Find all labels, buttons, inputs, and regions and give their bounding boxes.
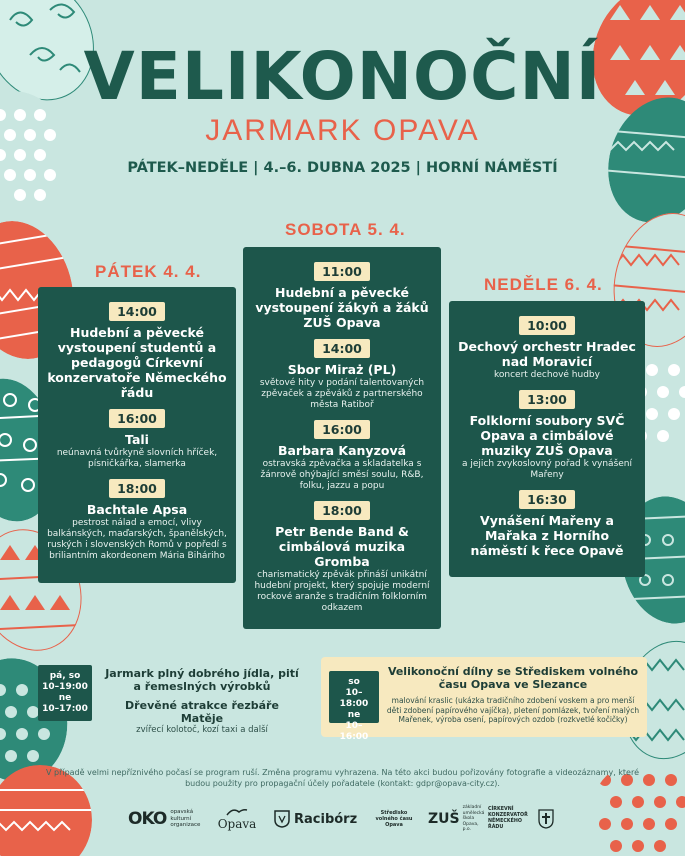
hours-label: so (348, 677, 360, 687)
act-title: Dechový orchestr Hradec nad Moravicí (458, 339, 636, 369)
workshops-info (321, 657, 647, 742)
saturday-panel (243, 247, 441, 629)
time-badge: 14:00 (314, 339, 370, 358)
time-badge: 16:00 (314, 420, 370, 439)
okc-logo (128, 802, 200, 836)
program-slot (251, 419, 433, 492)
hours-label: ne (347, 710, 361, 720)
zus-text: základní umělecká škola Opava, p.o. (462, 805, 485, 833)
act-description: světové hity v podání talentovaných zpěvaček a zpěváků z partnerského města Ratiboř (259, 378, 425, 410)
market-line-2-desc: zvířecí kolotoč, kozí taxi a další (136, 725, 268, 735)
page-title: VELIKONOČNÍ (83, 38, 602, 115)
footer-note: V případě velmi nepříznivého počasí se program ruší. Změna programu vyhrazena. Na této akci budou pořizovány fotografie a videozáznamy, které budou použity pro propagační účely pořadatele (kontakt: gdpr@opava-city.cz). (45, 768, 640, 788)
hours-value: 10–19:00 (42, 682, 88, 692)
svc-text: Středisko volného času Opava (375, 810, 413, 828)
time-badge: 16:00 (109, 409, 165, 428)
opava-bird-icon (225, 807, 249, 817)
opava-text: Opava (217, 817, 257, 831)
market-line-1: Jarmark plný dobrého jídla, pití a řemeslných výrobků (105, 667, 299, 693)
raciborz-text: Racibórz (294, 811, 358, 827)
time-badge: 18:00 (314, 501, 370, 520)
hours-value: 10–16:00 (339, 721, 369, 742)
okc-mark: OKO (128, 809, 167, 829)
act-title: Hudební a pěvecké vystoupení studentů a pedagogů Církevní konzervatoře Německého řádu (47, 325, 227, 400)
time-badge: 14:00 (109, 302, 165, 321)
friday-panel (38, 287, 236, 583)
act-title: Bachtale Apsa (86, 502, 188, 517)
time-badge: 10:00 (519, 316, 575, 335)
market-info (38, 657, 306, 735)
hours-label: pá, so (49, 671, 81, 681)
market-hours (38, 665, 92, 721)
act-description: pestrost nálad a emocí, vlivy balkánských, maďarských, španělských, ruských i slovenských Romů v popředí s briliantním akordeonem Mária Biháriho (47, 518, 227, 561)
hours-value: 10–17:00 (42, 704, 88, 714)
program-slot (457, 489, 637, 558)
program-slot (46, 408, 228, 470)
program-slot (251, 261, 433, 330)
act-title: Sbor Miraż (PL) (287, 362, 397, 377)
raciborz-crest-icon (274, 810, 290, 828)
program-slot (46, 301, 228, 400)
act-title: Vynášení Mařeny a Mařaka z Horního náměstí k řece Opavě (470, 513, 624, 558)
program-slot (457, 315, 637, 381)
workshops-title: Velikonoční dílny se Střediskem volného času Opava ve Slezance (387, 665, 639, 691)
time-badge: 13:00 (519, 390, 575, 409)
act-description: ostravská zpěvačka a skladatelka s žánrově ohýbající směsí soulu, R&B, folku, jazzu a popu (260, 459, 424, 491)
raciborz-logo (274, 802, 360, 836)
time-badge: 16:30 (519, 490, 575, 509)
workshop-hours (329, 671, 379, 742)
act-title: Petr Bende Band & cimbálová muzika Gromba (275, 524, 409, 569)
sunday-heading: NEDĚLE 6. 4. (484, 275, 603, 294)
hours-value: 10–18:00 (339, 688, 369, 709)
ckndr-logo (488, 802, 560, 836)
zus-mark: ZUŠ (428, 811, 460, 827)
time-badge: 11:00 (314, 262, 370, 281)
program-slot (46, 478, 228, 562)
act-title: Folklorní soubory SVČ Opava a cimbálové muziky ZUŠ Opava (469, 413, 625, 458)
okc-text: opavská kulturní organizace (170, 809, 201, 829)
act-title: Tali (125, 432, 149, 447)
ckndr-text: CÍRKEVNÍ KONZERVATOŘ NĚMECKÉHO ŘÁDU (488, 807, 528, 830)
sunday-panel (449, 301, 645, 577)
workshops-description: malování kraslic (ukázka tradičního zdobení voskem a pro menší děti zdobení papírového vajíčka), pletení pomlázek, tvoření malých Mařenek, výroba osení, papírových ozdob (rozkvetlé kočičky) (386, 696, 640, 724)
time-badge: 18:00 (109, 479, 165, 498)
program-slot (251, 500, 433, 614)
act-description: koncert dechové hudby (494, 370, 600, 380)
saturday-heading: SOBOTA 5. 4. (285, 220, 406, 239)
cross-shield-icon (538, 809, 554, 829)
act-title: Hudební a pěvecké vystoupení žákyň a žáků ZUŠ Opava (255, 285, 429, 330)
act-description: charismatický zpěvák přináší unikátní hudební projekt, který spojuje moderní rockové aranže s tradičním folklorním odkazem (254, 570, 430, 613)
page-subtitle: JARMARK OPAVA (205, 114, 480, 147)
program-slot (251, 338, 433, 411)
friday-heading: PÁTEK 4. 4. (95, 262, 202, 281)
market-line-2: Dřevěné atrakce řezbáře Matěje (125, 699, 279, 725)
partner-logos (0, 802, 685, 836)
hours-label: ne (58, 693, 72, 703)
svc-logo (374, 802, 414, 836)
zus-logo (428, 802, 484, 836)
act-title: Barbara Kanyzová (277, 443, 407, 458)
opava-logo (212, 802, 262, 836)
program-slot (457, 389, 637, 481)
act-description: a jejich zvykoslovný pořad k vynášení Mařeny (462, 459, 632, 480)
event-dateline: PÁTEK–NEDĚLE | 4.–6. DUBNA 2025 | HORNÍ NÁMĚSTÍ (127, 160, 558, 176)
act-description: neúnavná tvůrkyně slovních hříček, písničkářka, slamerka (56, 448, 218, 469)
